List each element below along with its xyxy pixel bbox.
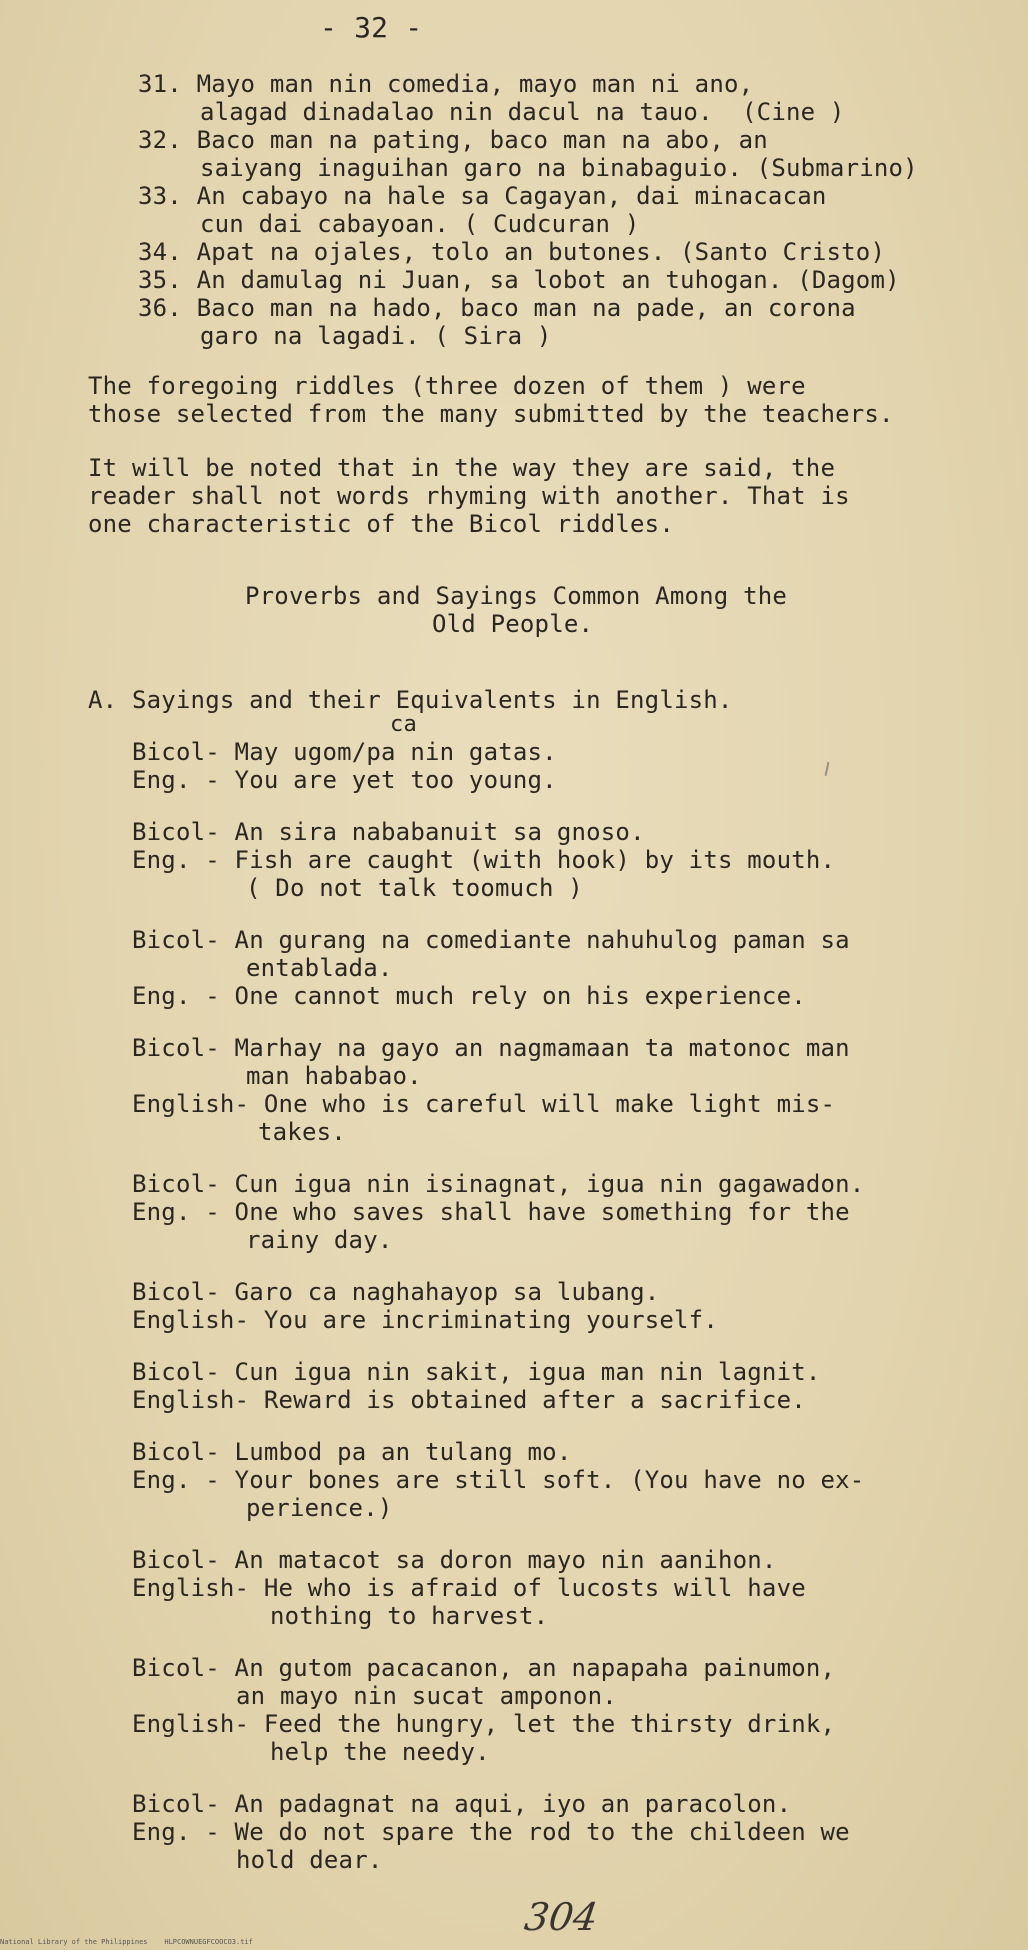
saying-10-bicol-cont: an mayo nin sucat amponon. xyxy=(236,1682,617,1710)
ca-annotation: ca xyxy=(390,712,417,737)
saying-5-bicol: Bicol- Cun igua nin isinagnat, igua nin gagawadon. xyxy=(132,1170,865,1198)
saying-4-eng: English- One who is careful will make light mis- xyxy=(132,1090,836,1118)
saying-10-bicol: Bicol- An gutom pacacanon, an napapaha painumon, xyxy=(132,1654,836,1682)
saying-3-bicol-cont: entablada. xyxy=(246,954,393,982)
saying-9-eng-cont: nothing to harvest. xyxy=(270,1602,549,1630)
saying-9-bicol: Bicol- An matacot sa doron mayo nin aanihon. xyxy=(132,1546,777,1574)
section-a-title: A. Sayings and their Equivalents in English. xyxy=(88,686,733,714)
saying-4-bicol-cont: man hababao. xyxy=(246,1062,422,1090)
para2-line3: one characteristic of the Bicol riddles. xyxy=(88,510,674,538)
saying-3-eng: Eng. - One cannot much rely on his experience. xyxy=(132,982,806,1010)
section-heading-line1: Proverbs and Sayings Common Among the xyxy=(245,582,788,610)
section-heading-line2: Old People. xyxy=(432,610,594,638)
saying-6-eng: English- You are incriminating yourself. xyxy=(132,1306,718,1334)
riddle-33-cont: cun dai cabayoan. ( Cudcuran ) xyxy=(200,210,640,238)
pencil-mark xyxy=(825,762,830,776)
saying-6-bicol: Bicol- Garo ca naghahayop sa lubang. xyxy=(132,1278,660,1306)
saying-10-eng: English- Feed the hungry, let the thirsty drink, xyxy=(132,1710,836,1738)
saying-10-eng-cont: help the needy. xyxy=(270,1738,490,1766)
saying-11-bicol: Bicol- An padagnat na aqui, iyo an paracolon. xyxy=(132,1790,792,1818)
saying-11-eng-cont: hold dear. xyxy=(236,1846,383,1874)
saying-2-bicol: Bicol- An sira nababanuit sa gnoso. xyxy=(132,818,645,846)
page-number: - 32 - xyxy=(320,11,423,44)
riddle-32: 32. Baco man na pating, baco man na abo, an xyxy=(138,126,768,154)
riddle-32-cont: saiyang inaguihan garo na binabaguio. (Submarino) xyxy=(200,154,918,182)
para2-line2: reader shall not words rhyming with another. That is xyxy=(88,482,850,510)
saying-5-eng-cont: rainy day. xyxy=(246,1226,393,1254)
saying-2-eng-cont: ( Do not talk toomuch ) xyxy=(246,874,583,902)
saying-9-eng: English- He who is afraid of lucosts will have xyxy=(132,1574,806,1602)
scan-footer: National Library of the Philippines HLPCOWNUEGFCOOCO3.tif xyxy=(0,1938,253,1946)
riddle-35: 35. An damulag ni Juan, sa lobot an tuhogan. (Dagom) xyxy=(138,266,900,294)
saying-7-bicol: Bicol- Cun igua nin sakit, igua man nin lagnit. xyxy=(132,1358,821,1386)
saying-1-eng: Eng. - You are yet too young. xyxy=(132,766,557,794)
riddle-33: 33. An cabayo na hale sa Cagayan, dai minacacan xyxy=(138,182,827,210)
saying-4-eng-cont: takes. xyxy=(258,1118,346,1146)
handwritten-page-number: 304 xyxy=(521,1895,601,1939)
saying-3-bicol: Bicol- An gurang na comediante nahuhulog paman sa xyxy=(132,926,850,954)
riddle-34: 34. Apat na ojales, tolo an butones. (Santo Cristo) xyxy=(138,238,886,266)
saying-11-eng: Eng. - We do not spare the rod to the childeen we xyxy=(132,1818,850,1846)
riddle-36-cont: garo na lagadi. ( Sira ) xyxy=(200,322,552,350)
saying-8-bicol: Bicol- Lumbod pa an tulang mo. xyxy=(132,1438,572,1466)
saying-1-bicol: Bicol- May ugom/pa nin gatas. xyxy=(132,738,557,766)
saying-8-eng: Eng. - Your bones are still soft. (You have no ex- xyxy=(132,1466,865,1494)
saying-8-eng-cont: perience.) xyxy=(246,1494,393,1522)
para2-line1: It will be noted that in the way they are said, the xyxy=(88,454,836,482)
para1-line1: The foregoing riddles (three dozen of them ) were xyxy=(88,372,806,400)
para1-line2: those selected from the many submitted by the teachers. xyxy=(88,400,894,428)
riddle-31: 31. Mayo man nin comedia, mayo man ni ano, xyxy=(138,70,754,98)
saying-7-eng: English- Reward is obtained after a sacrifice. xyxy=(132,1386,806,1414)
saying-5-eng: Eng. - One who saves shall have something for the xyxy=(132,1198,850,1226)
riddle-31-cont: alagad dinadalao nin dacul na tauo. (Cine ) xyxy=(200,98,845,126)
saying-2-eng: Eng. - Fish are caught (with hook) by its mouth. xyxy=(132,846,836,874)
saying-4-bicol: Bicol- Marhay na gayo an nagmamaan ta matonoc man xyxy=(132,1034,850,1062)
riddle-36: 36. Baco man na hado, baco man na pade, an corona xyxy=(138,294,856,322)
